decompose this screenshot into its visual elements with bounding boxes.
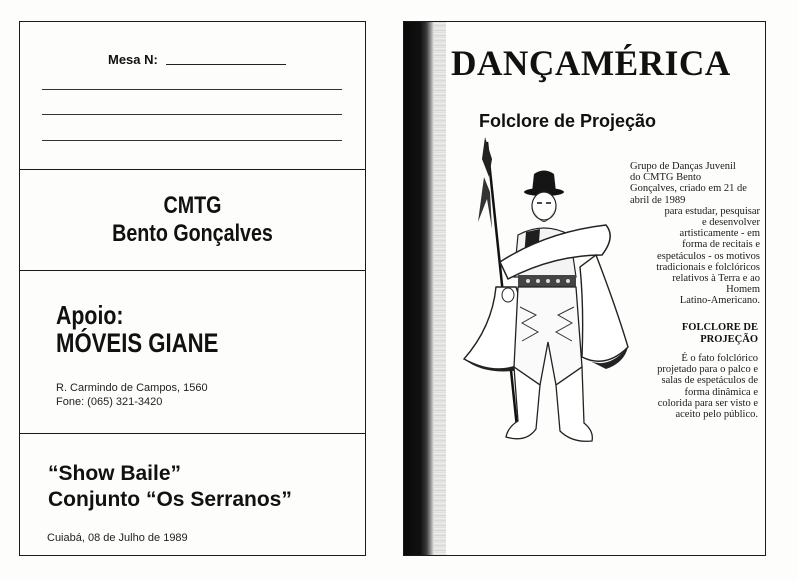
brochure-title: DANÇAMÉRICA [451, 43, 731, 83]
mesa-label: Mesa N: [108, 52, 158, 67]
definition-line: salas de espetáculos de [661, 375, 758, 387]
event-band: Conjunto “Os Serranos” [48, 488, 292, 511]
gaucho-illustration [456, 137, 636, 452]
definition-line: É o fato folclórico [681, 353, 758, 364]
definition-line: colorida para ser visto e [657, 397, 758, 409]
event-title: “Show Baile” [48, 462, 182, 485]
intro-line: forma de recitais e [682, 239, 760, 251]
sponsor-name: MÓVEIS GIANE [56, 328, 219, 358]
sponsor-phone: Fone: (065) 321-3420 [56, 396, 163, 408]
section-heading [654, 322, 758, 345]
definition-line: aceito pelo público. [675, 409, 758, 421]
sponsor-address: R. Carmindo de Campos, 1560 [56, 382, 208, 394]
definition-line: forma dinâmica e [684, 386, 758, 398]
organizer-name: CMTG [163, 192, 222, 219]
intro-line: do CMTG Bento [630, 172, 702, 184]
writing-line [42, 114, 342, 115]
intro-paragraph [630, 161, 760, 307]
intro-line: Grupo de Danças Juvenil [630, 161, 736, 172]
support-label: Apoio: [56, 300, 124, 330]
black-spine-band [404, 22, 434, 555]
mesa-number-blank [166, 64, 286, 65]
intro-line: relativos à Terra e ao [672, 273, 760, 285]
spine-texture [434, 22, 446, 555]
event-date: Cuiabá, 08 de Julho de 1989 [47, 532, 188, 544]
intro-line: Latino-Americano. [679, 295, 760, 307]
definition-line: projetado para o palco e [657, 364, 758, 376]
table-number-section [20, 22, 365, 169]
brochure-cover [403, 21, 766, 556]
definition-paragraph [640, 353, 758, 420]
intro-line: e desenvolver [701, 217, 760, 229]
organizer-section [20, 169, 365, 270]
intro-line: tradicionais e folclóricos [656, 261, 760, 273]
ticket-panel [19, 21, 366, 556]
intro-line: abril de 1989 [630, 194, 686, 206]
intro-line: para estudar, pesquisar [664, 205, 760, 217]
intro-line: Homem [726, 284, 760, 296]
intro-line: espetáculos - os motivos [657, 250, 760, 262]
writing-line [42, 89, 342, 90]
sponsor-section [20, 270, 365, 433]
heading-line: FOLCLORE DE [681, 322, 758, 333]
writing-line [42, 140, 342, 141]
brochure-subtitle: Folclore de Projeção [479, 111, 657, 131]
event-section [20, 433, 365, 555]
heading-line: PROJEÇÃO [700, 333, 758, 345]
intro-line: artisticamente - em [679, 228, 760, 240]
organizer-city: Bento Gonçalves [112, 220, 273, 247]
intro-line: Gonçalves, criado em 21 de [630, 183, 747, 195]
